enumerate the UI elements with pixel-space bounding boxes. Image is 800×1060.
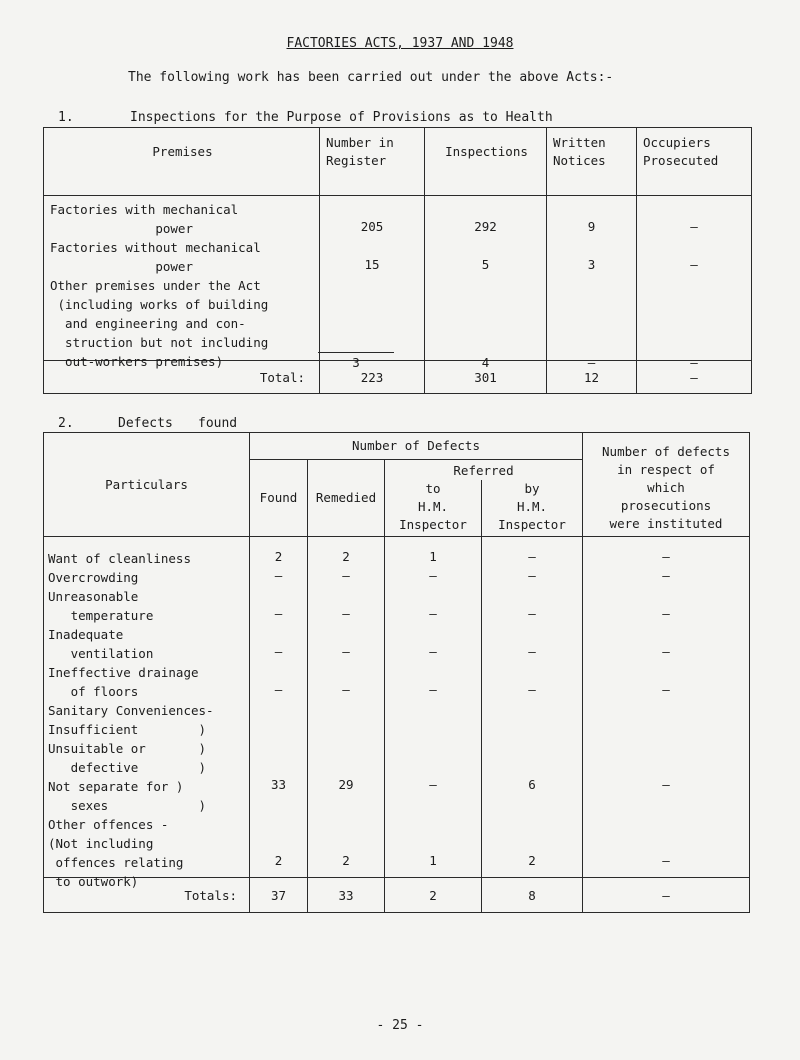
found-row-2: – <box>274 568 283 583</box>
to-hm-row-3: – <box>429 606 437 621</box>
remedied-row-5: – <box>342 682 350 697</box>
col-prosecutions: Number of defects in respect of which prosecutions were instituted <box>583 433 750 537</box>
to-hm-row-1: 1 <box>429 549 437 564</box>
by-hm-row-7: 2 <box>528 853 536 868</box>
col-remedied: Remedied <box>308 460 385 537</box>
section1-heading <box>58 110 553 125</box>
col-notices: Written Notices <box>547 128 637 196</box>
by-hm-row-1: – <box>528 549 536 564</box>
pros-row-1: – <box>662 549 670 564</box>
page-title: FACTORIES ACTS, 1937 AND 1948 <box>286 36 514 51</box>
register-row-1: 205 <box>360 219 384 234</box>
col-to-hm: to H.M. Inspector <box>385 480 482 537</box>
pros-row-6: – <box>662 777 670 792</box>
found-row-4: – <box>274 644 283 659</box>
remedied-cell <box>308 537 385 878</box>
col-by-hm: by H.M. Inspector <box>482 480 583 537</box>
totals-pros: – <box>583 878 750 913</box>
inspections-row-2: 5 <box>481 257 490 272</box>
premises-row-1: Factories with mechanical power <box>50 202 239 236</box>
remedied-row-3: – <box>342 606 350 621</box>
intro-text: The following work has been carried out under the above Acts:- <box>128 70 614 85</box>
particular-5: Ineffective drainage of floors <box>48 665 199 699</box>
found-row-3: – <box>274 606 283 621</box>
inspections-cell <box>425 196 547 370</box>
remedied-row-1: 2 <box>342 549 350 564</box>
section2-title-b: found <box>198 416 238 431</box>
col-register: Number in Register <box>320 128 425 196</box>
totals-by-hm: 8 <box>482 878 583 913</box>
premises-row-2: Factories without mechanical power <box>50 240 261 274</box>
col-particulars: Particulars <box>44 433 250 537</box>
premises-cell <box>44 196 320 369</box>
found-row-6: 33 <box>270 777 287 792</box>
to-hm-row-6: – <box>429 777 437 792</box>
col-referred: Referred <box>385 460 583 481</box>
particular-7: Other offences - (Not including offences relating to outwork) <box>48 817 184 889</box>
remedied-row-6: 29 <box>338 777 354 792</box>
inspections-table <box>43 127 752 394</box>
to-hm-row-7: 1 <box>429 853 437 868</box>
notices-row-3: – <box>587 355 596 370</box>
totals-label: Totals: <box>44 878 250 913</box>
particular-3: Unreasonable temperature <box>48 589 154 623</box>
section1-number: 1. <box>58 110 74 125</box>
particular-2: Overcrowding <box>48 570 139 585</box>
pros-row-5: – <box>662 682 670 697</box>
pros-row-3: – <box>662 606 670 621</box>
col-found: Found <box>250 460 308 537</box>
to-hm-row-4: – <box>429 644 437 659</box>
found-row-1: 2 <box>274 549 283 564</box>
premises-row-3: Other premises under the Act (including works of building and engineering and con- struction but not including out-workers premises) <box>50 278 269 369</box>
prosecuted-row-3: – <box>690 355 698 370</box>
by-hm-row-3: – <box>528 606 536 621</box>
pros-row-2: – <box>662 568 670 583</box>
particular-4: Inadequate ventilation <box>48 627 154 661</box>
inspections-row-3: 4 <box>481 355 490 370</box>
total-notices: 12 <box>547 361 637 394</box>
particular-6: Sanitary Conveniences- Insufficient ) Unsuitable or ) defective ) Not separate for ) sexes ) <box>48 703 214 813</box>
section2-heading <box>58 416 238 431</box>
col-prosecuted: Occupiers Prosecuted <box>637 128 752 196</box>
prosecuted-row-1: – <box>690 219 698 234</box>
col-inspections: Inspections <box>425 128 547 196</box>
by-hm-row-6: 6 <box>528 777 536 792</box>
section2-number: 2. <box>58 416 74 431</box>
totals-found: 37 <box>250 878 308 913</box>
remedied-row-2: – <box>342 568 350 583</box>
register-row-3: 3 <box>318 352 394 370</box>
total-label: Total: <box>44 361 320 394</box>
by-hm-row-5: – <box>528 682 536 697</box>
total-inspections: 301 <box>425 361 547 394</box>
to-hm-cell <box>385 537 482 878</box>
by-hm-cell <box>482 537 583 878</box>
prosecuted-row-2: – <box>690 257 698 272</box>
col-premises: Premises <box>44 128 320 196</box>
notices-row-1: 9 <box>587 219 596 234</box>
found-row-7: 2 <box>274 853 283 868</box>
page-number: - 25 - <box>376 1018 424 1033</box>
totals-to-hm: 2 <box>385 878 482 913</box>
section2-title-a: Defects <box>118 416 173 431</box>
section1-title: Inspections for the Purpose of Provisions as to Health <box>130 110 553 125</box>
particular-1: Want of cleanliness <box>48 551 191 566</box>
pros-cell <box>583 537 750 878</box>
to-hm-row-5: – <box>429 682 437 697</box>
inspections-row-1: 292 <box>474 219 497 234</box>
totals-remedied: 33 <box>308 878 385 913</box>
remedied-row-4: – <box>342 644 350 659</box>
by-hm-row-2: – <box>528 568 536 583</box>
total-register: 223 <box>320 361 425 394</box>
col-number-of-defects: Number of Defects <box>250 433 583 460</box>
notices-cell <box>547 196 637 370</box>
by-hm-row-4: – <box>528 644 536 659</box>
total-prosecuted: – <box>637 361 752 394</box>
notices-row-2: 3 <box>587 257 596 272</box>
to-hm-row-2: – <box>429 568 437 583</box>
pros-row-4: – <box>662 644 670 659</box>
found-cell <box>250 537 308 878</box>
remedied-row-7: 2 <box>342 853 350 868</box>
particulars-cell <box>44 537 250 889</box>
found-row-5: – <box>274 682 283 697</box>
pros-row-7: – <box>662 853 670 868</box>
register-cell <box>320 196 425 370</box>
register-row-2: 15 <box>364 257 380 272</box>
defects-table <box>43 432 750 913</box>
prosecuted-cell <box>637 196 752 370</box>
